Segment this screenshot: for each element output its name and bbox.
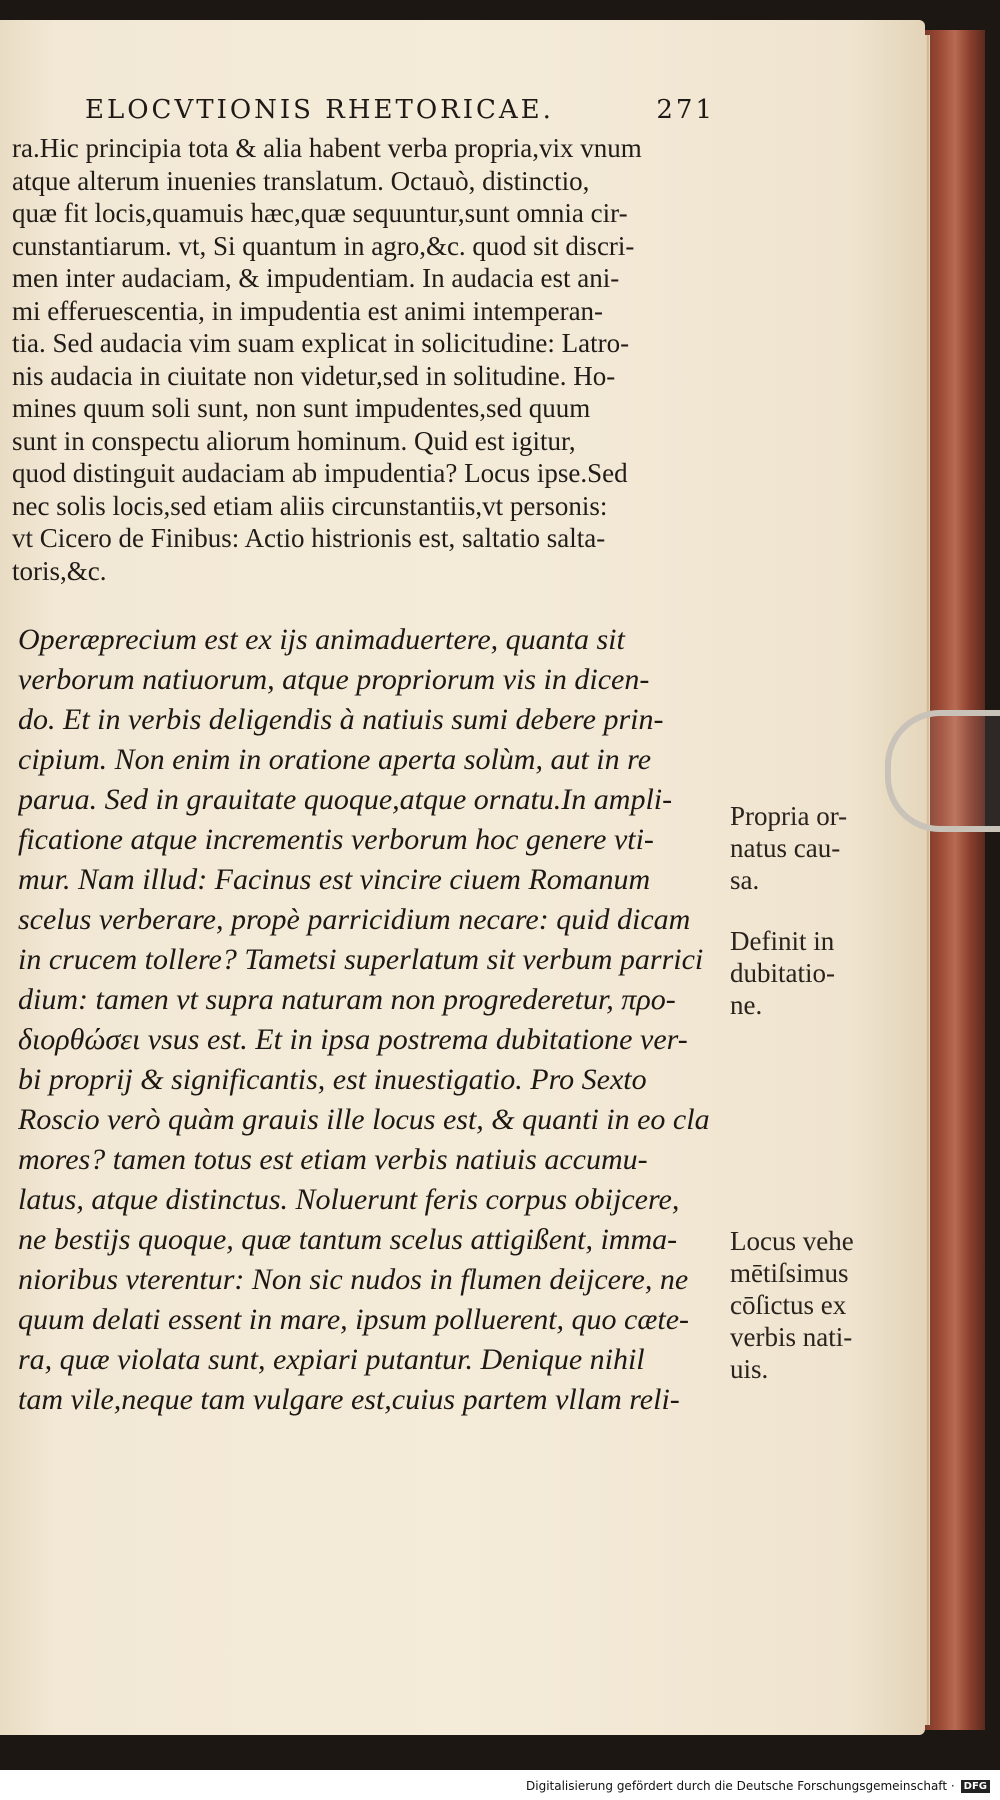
text-line: nioribus vterentur: Non sic nudos in flumen deijcere, ne <box>18 1263 689 1296</box>
page-clip <box>885 710 1000 832</box>
running-title: ELOCVTIONIS RHETORICAE. <box>85 95 554 125</box>
text-line: vt Cicero de Finibus: Actio histrionis est, saltatio salta- <box>12 523 606 553</box>
margin-note-locus <box>730 1225 900 1385</box>
text-line: in crucem tollere? Tametsi superlatum sit verbum parrici <box>18 943 704 976</box>
text-line: do. Et in verbis deligendis à natiuis sumi debere prin- <box>18 703 664 736</box>
text-line: quod distinguit audaciam ab impudentia? Locus ipse.Sed <box>12 458 628 488</box>
text-line: Roscio verò quàm grauis ille locus est, & quanti in eo cla <box>18 1103 710 1136</box>
footer-bar <box>0 1772 1000 1800</box>
margin-line: verbis nati- <box>730 1322 853 1352</box>
margin-line: Locus vehe <box>730 1226 854 1256</box>
margin-note-definit <box>730 925 900 1021</box>
text-line: bi proprij & significantis, est inuestigatio. Pro Sexto <box>18 1063 647 1096</box>
book-page <box>0 20 925 1735</box>
footer-credit: Digitalisierung gefördert durch die Deutsche Forschungsgemeinschaft · <box>526 1779 955 1793</box>
text-line: ra.Hic principia tota & alia habent verba propria,vix vnum <box>12 133 642 163</box>
margin-line: uis. <box>730 1354 769 1384</box>
text-line: nis audacia in ciuitate non videtur,sed in solitudine. Ho- <box>12 360 616 391</box>
text-line: ra, quæ violata sunt, expiari putantur. Denique nihil <box>18 1343 645 1376</box>
text-line: verborum natiuorum, atque propriorum vis in dicen- <box>18 663 650 696</box>
page-number: 271 <box>656 95 715 125</box>
margin-line: natus cau- <box>730 833 841 863</box>
text-line: ficatione atque incrementis verborum hoc genere vti- <box>18 823 654 856</box>
text-line: mur. Nam illud: Facinus est vincire ciuem Romanum <box>18 863 651 896</box>
text-line: latus, atque distinctus. Noluerunt feris corpus obijcere, <box>18 1183 680 1216</box>
dfg-logo: DFG <box>961 1780 990 1793</box>
text-line: quum delati essent in mare, ipsum polluerent, quo cæte- <box>18 1303 690 1336</box>
text-line: atque alterum inuenies translatum. Octauò, distinctio, <box>12 165 590 196</box>
text-line: nec solis locis,sed etiam aliis circunstantiis,vt personis: <box>12 490 608 521</box>
text-line: tia. Sed audacia vim suam explicat in solicitudine: Latro- <box>12 328 630 358</box>
margin-line: dubitatio- <box>730 958 835 988</box>
text-line: toris,&c. <box>12 555 107 586</box>
text-line: mines quum soli sunt, non sunt impudentes,sed quum <box>12 393 591 423</box>
book-cover-edge <box>925 30 985 1730</box>
text-line: διορθώσει vsus est. Et in ipsa postrema dubitatione ver- <box>18 1023 688 1056</box>
upper-text-block <box>12 132 717 587</box>
margin-line: mētiſsimus <box>730 1258 849 1288</box>
lower-text-block <box>18 620 723 1420</box>
text-line: cipium. Non enim in oratione aperta solùm, aut in re <box>18 743 652 776</box>
text-line: mores? tamen totus est etiam verbis natiuis accumu- <box>18 1143 648 1176</box>
text-line: tam vile,neque tam vulgare est,cuius partem vllam reli- <box>18 1383 680 1416</box>
margin-line: Definit in <box>730 926 835 956</box>
text-line: quæ fit locis,quamuis hæc,quæ sequuntur,sunt omnia cir- <box>12 198 628 228</box>
running-header <box>85 95 715 125</box>
text-line: men inter audaciam, & impudentiam. In audacia est ani- <box>12 263 620 293</box>
text-line: sunt in conspectu aliorum hominum. Quid est igitur, <box>12 425 576 456</box>
text-line: scelus verberare, propè parricidium necare: quid dicam <box>18 903 691 936</box>
margin-line: cōſictus ex <box>730 1290 847 1320</box>
text-line: ne bestijs quoque, quæ tantum scelus attigißent, imma- <box>18 1223 678 1256</box>
text-line: dium: tamen vt supra naturam non progrederetur, προ- <box>18 983 676 1016</box>
margin-line: Propria or- <box>730 801 848 831</box>
text-line: cunstantiarum. vt, Si quantum in agro,&c. quod sit discri- <box>12 230 635 261</box>
margin-note-propria <box>730 800 900 896</box>
margin-line: ne. <box>730 990 763 1020</box>
text-line: parua. Sed in grauitate quoque,atque ornatu.In ampli- <box>18 783 673 816</box>
margin-line: sa. <box>730 865 760 895</box>
text-line: Operæprecium est ex ijs animaduertere, quanta sit <box>18 623 625 656</box>
text-line: mi efferuescentia, in impudentia est animi intemperan- <box>12 295 604 326</box>
